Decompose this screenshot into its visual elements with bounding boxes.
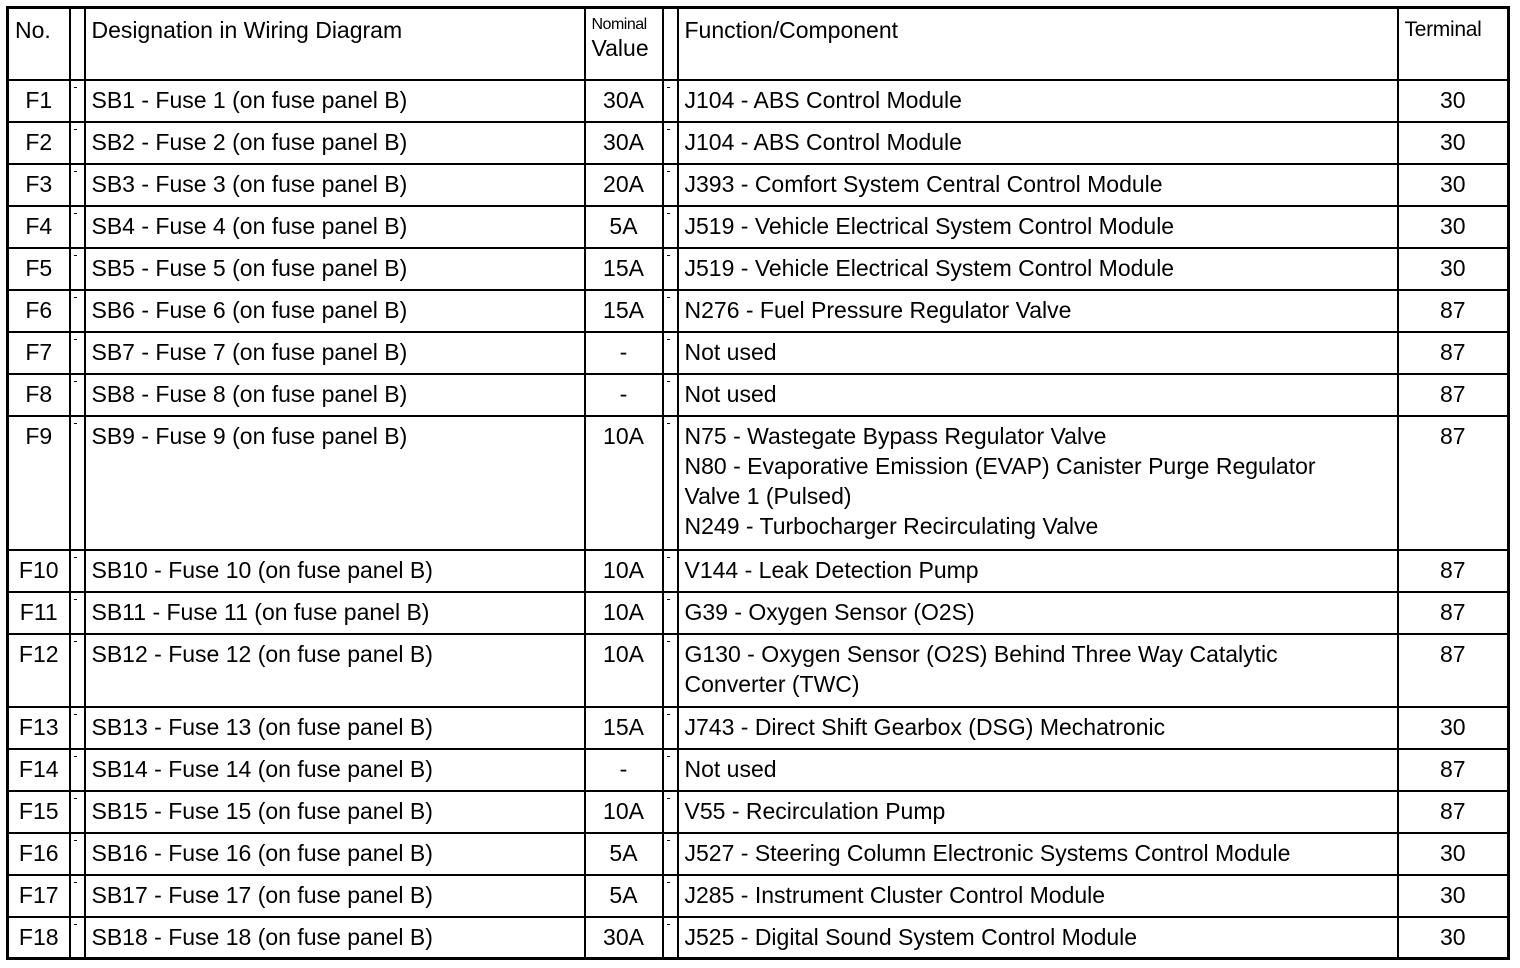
column-spacer [70, 791, 85, 833]
fuse-number: F10 [8, 550, 70, 592]
spacer-tick [74, 87, 77, 88]
function-line: G39 - Oxygen Sensor (O2S) [684, 598, 975, 625]
fuse-number: F3 [8, 164, 70, 206]
column-spacer [70, 374, 85, 416]
column-spacer [70, 290, 85, 332]
fuse-designation: SB3 - Fuse 3 (on fuse panel B) [85, 164, 585, 206]
function-line: Valve 1 (Pulsed) [684, 482, 852, 509]
function-component [678, 206, 1398, 248]
function-component [678, 416, 1398, 550]
spacer-tick [667, 381, 670, 382]
table-row [8, 592, 1509, 634]
header-spacer [70, 8, 85, 80]
terminal-value: 30 [1398, 206, 1509, 248]
table-row [8, 634, 1509, 707]
column-spacer [70, 248, 85, 290]
function-component [678, 592, 1398, 634]
fuse-designation: SB14 - Fuse 14 (on fuse panel B) [85, 749, 585, 791]
terminal-value: 87 [1398, 791, 1509, 833]
fuse-designation: SB11 - Fuse 11 (on fuse panel B) [85, 592, 585, 634]
header-nominal-value [585, 8, 663, 80]
terminal-value: 30 [1398, 122, 1509, 164]
function-component [678, 917, 1398, 959]
fuse-designation: SB10 - Fuse 10 (on fuse panel B) [85, 550, 585, 592]
spacer-tick [667, 557, 670, 558]
column-spacer [663, 634, 678, 707]
spacer-tick [667, 714, 670, 715]
fuse-table [6, 6, 1510, 960]
header-designation: Designation in Wiring Diagram [85, 8, 585, 80]
nominal-value: 15A [585, 290, 663, 332]
function-line: Not used [684, 380, 777, 407]
spacer-tick [74, 924, 77, 925]
column-spacer [663, 332, 678, 374]
fuse-number: F1 [8, 80, 70, 122]
spacer-tick [667, 255, 670, 256]
terminal-value: 87 [1398, 416, 1509, 550]
spacer-tick [74, 213, 77, 214]
column-spacer [70, 416, 85, 550]
table-row [8, 875, 1509, 917]
nominal-value: - [585, 749, 663, 791]
column-spacer [663, 374, 678, 416]
fuse-number: F17 [8, 875, 70, 917]
fuse-number: F12 [8, 634, 70, 707]
column-spacer [70, 80, 85, 122]
function-line: V55 - Recirculation Pump [684, 797, 946, 824]
column-spacer [663, 592, 678, 634]
table-row [8, 206, 1509, 248]
table-row [8, 791, 1509, 833]
spacer-tick [74, 714, 77, 715]
fuse-designation: SB18 - Fuse 18 (on fuse panel B) [85, 917, 585, 959]
spacer-tick [74, 599, 77, 600]
column-spacer [70, 917, 85, 959]
function-line: V144 - Leak Detection Pump [684, 556, 979, 583]
function-line: Not used [684, 338, 777, 365]
spacer-tick [74, 798, 77, 799]
spacer-tick [667, 840, 670, 841]
fuse-number: F11 [8, 592, 70, 634]
column-spacer [70, 122, 85, 164]
function-component [678, 550, 1398, 592]
spacer-tick [667, 129, 670, 130]
table-row [8, 122, 1509, 164]
table-row [8, 707, 1509, 749]
column-spacer [70, 707, 85, 749]
spacer-tick [667, 297, 670, 298]
column-spacer [70, 592, 85, 634]
spacer-tick [74, 557, 77, 558]
function-component [678, 248, 1398, 290]
terminal-value: 87 [1398, 374, 1509, 416]
column-spacer [70, 206, 85, 248]
header-row [8, 8, 1509, 80]
terminal-value: 87 [1398, 332, 1509, 374]
column-spacer [663, 917, 678, 959]
header-nominal-bottom: Value [591, 35, 649, 61]
fuse-number: F4 [8, 206, 70, 248]
function-component [678, 122, 1398, 164]
header-function: Function/Component [678, 8, 1398, 80]
function-component [678, 290, 1398, 332]
function-line: Converter (TWC) [684, 670, 860, 697]
function-line: Not used [684, 755, 777, 782]
spacer-tick [667, 87, 670, 88]
nominal-value: 10A [585, 592, 663, 634]
nominal-value: 5A [585, 875, 663, 917]
table-body [8, 80, 1509, 959]
nominal-value: 10A [585, 416, 663, 550]
spacer-tick [667, 756, 670, 757]
nominal-value: 30A [585, 80, 663, 122]
terminal-value: 30 [1398, 833, 1509, 875]
nominal-value: 15A [585, 248, 663, 290]
column-spacer [663, 416, 678, 550]
function-component [678, 164, 1398, 206]
nominal-value: 5A [585, 833, 663, 875]
spacer-tick [74, 297, 77, 298]
column-spacer [663, 248, 678, 290]
fuse-number: F5 [8, 248, 70, 290]
terminal-value: 87 [1398, 634, 1509, 707]
column-spacer [663, 80, 678, 122]
spacer-tick [74, 423, 77, 424]
spacer-tick [74, 171, 77, 172]
fuse-number: F7 [8, 332, 70, 374]
table-row [8, 917, 1509, 959]
spacer-tick [74, 381, 77, 382]
fuse-designation: SB16 - Fuse 16 (on fuse panel B) [85, 833, 585, 875]
nominal-value: 10A [585, 634, 663, 707]
function-component [678, 374, 1398, 416]
spacer-tick [74, 255, 77, 256]
spacer-tick [74, 641, 77, 642]
fuse-designation: SB13 - Fuse 13 (on fuse panel B) [85, 707, 585, 749]
terminal-value: 87 [1398, 592, 1509, 634]
column-spacer [70, 634, 85, 707]
fuse-number: F2 [8, 122, 70, 164]
function-line: J527 - Steering Column Electronic Systems Control Module [684, 839, 1291, 866]
fuse-designation: SB2 - Fuse 2 (on fuse panel B) [85, 122, 585, 164]
table-row [8, 248, 1509, 290]
table-row [8, 416, 1509, 550]
column-spacer [70, 332, 85, 374]
fuse-designation: SB6 - Fuse 6 (on fuse panel B) [85, 290, 585, 332]
table-row [8, 332, 1509, 374]
function-component [678, 80, 1398, 122]
fuse-designation: SB15 - Fuse 15 (on fuse panel B) [85, 791, 585, 833]
column-spacer [663, 707, 678, 749]
spacer-tick [667, 924, 670, 925]
column-spacer [70, 749, 85, 791]
header-spacer [663, 8, 678, 80]
function-component [678, 634, 1398, 707]
function-line: N276 - Fuel Pressure Regulator Valve [684, 296, 1072, 323]
spacer-tick [667, 423, 670, 424]
spacer-tick [667, 798, 670, 799]
fuse-designation: SB1 - Fuse 1 (on fuse panel B) [85, 80, 585, 122]
function-line: J519 - Vehicle Electrical System Control Module [684, 254, 1175, 281]
table-row [8, 80, 1509, 122]
column-spacer [70, 833, 85, 875]
function-component [678, 707, 1398, 749]
spacer-tick [74, 129, 77, 130]
column-spacer [70, 164, 85, 206]
function-component [678, 875, 1398, 917]
spacer-tick [667, 882, 670, 883]
fuse-number: F8 [8, 374, 70, 416]
terminal-value: 30 [1398, 707, 1509, 749]
nominal-value: 15A [585, 707, 663, 749]
table-row [8, 749, 1509, 791]
nominal-value: 30A [585, 917, 663, 959]
function-component [678, 791, 1398, 833]
function-line: G130 - Oxygen Sensor (O2S) Behind Three Way Catalytic [684, 640, 1278, 667]
fuse-number: F15 [8, 791, 70, 833]
terminal-value: 87 [1398, 550, 1509, 592]
function-line: J525 - Digital Sound System Control Module [684, 923, 1138, 950]
spacer-tick [667, 641, 670, 642]
nominal-value: 20A [585, 164, 663, 206]
spacer-tick [74, 882, 77, 883]
column-spacer [663, 875, 678, 917]
terminal-value: 30 [1398, 875, 1509, 917]
terminal-value: 30 [1398, 164, 1509, 206]
nominal-value: 10A [585, 791, 663, 833]
function-line: J285 - Instrument Cluster Control Module [684, 881, 1106, 908]
fuse-designation: SB12 - Fuse 12 (on fuse panel B) [85, 634, 585, 707]
fuse-number: F9 [8, 416, 70, 550]
column-spacer [663, 164, 678, 206]
spacer-tick [74, 840, 77, 841]
function-line: N80 - Evaporative Emission (EVAP) Canister Purge Regulator [684, 452, 1316, 479]
nominal-value: - [585, 332, 663, 374]
fuse-number: F13 [8, 707, 70, 749]
spacer-tick [667, 339, 670, 340]
function-component [678, 332, 1398, 374]
spacer-tick [667, 599, 670, 600]
fuse-number: F16 [8, 833, 70, 875]
nominal-value: - [585, 374, 663, 416]
table-row [8, 833, 1509, 875]
table-row [8, 550, 1509, 592]
fuse-number: F18 [8, 917, 70, 959]
header-terminal: Terminal [1398, 8, 1509, 80]
spacer-tick [667, 171, 670, 172]
spacer-tick [667, 213, 670, 214]
column-spacer [663, 290, 678, 332]
column-spacer [70, 550, 85, 592]
nominal-value: 10A [585, 550, 663, 592]
table-row [8, 164, 1509, 206]
function-line: J393 - Comfort System Central Control Module [684, 170, 1163, 197]
table-header [8, 8, 1509, 80]
function-line: J104 - ABS Control Module [684, 86, 962, 113]
nominal-value: 30A [585, 122, 663, 164]
header-no: No. [8, 8, 70, 80]
terminal-value: 30 [1398, 248, 1509, 290]
fuse-number: F6 [8, 290, 70, 332]
function-line: J104 - ABS Control Module [684, 128, 962, 155]
column-spacer [663, 122, 678, 164]
header-nominal-top: Nominal [591, 16, 647, 33]
function-line: J519 - Vehicle Electrical System Control Module [684, 212, 1175, 239]
function-line: N75 - Wastegate Bypass Regulator Valve [684, 422, 1107, 449]
nominal-value: 5A [585, 206, 663, 248]
terminal-value: 30 [1398, 80, 1509, 122]
function-component [678, 833, 1398, 875]
fuse-designation: SB5 - Fuse 5 (on fuse panel B) [85, 248, 585, 290]
fuse-designation: SB9 - Fuse 9 (on fuse panel B) [85, 416, 585, 550]
spacer-tick [74, 756, 77, 757]
fuse-number: F14 [8, 749, 70, 791]
fuse-designation: SB7 - Fuse 7 (on fuse panel B) [85, 332, 585, 374]
terminal-value: 87 [1398, 290, 1509, 332]
table-row [8, 290, 1509, 332]
fuse-designation: SB4 - Fuse 4 (on fuse panel B) [85, 206, 585, 248]
column-spacer [663, 833, 678, 875]
terminal-value: 87 [1398, 749, 1509, 791]
function-line: N249 - Turbocharger Recirculating Valve [684, 512, 1099, 539]
terminal-value: 30 [1398, 917, 1509, 959]
fuse-designation: SB8 - Fuse 8 (on fuse panel B) [85, 374, 585, 416]
column-spacer [663, 206, 678, 248]
spacer-tick [74, 339, 77, 340]
column-spacer [70, 875, 85, 917]
function-component [678, 749, 1398, 791]
fuse-designation: SB17 - Fuse 17 (on fuse panel B) [85, 875, 585, 917]
table-row [8, 374, 1509, 416]
column-spacer [663, 550, 678, 592]
function-line: J743 - Direct Shift Gearbox (DSG) Mechatronic [684, 713, 1166, 740]
column-spacer [663, 791, 678, 833]
column-spacer [663, 749, 678, 791]
